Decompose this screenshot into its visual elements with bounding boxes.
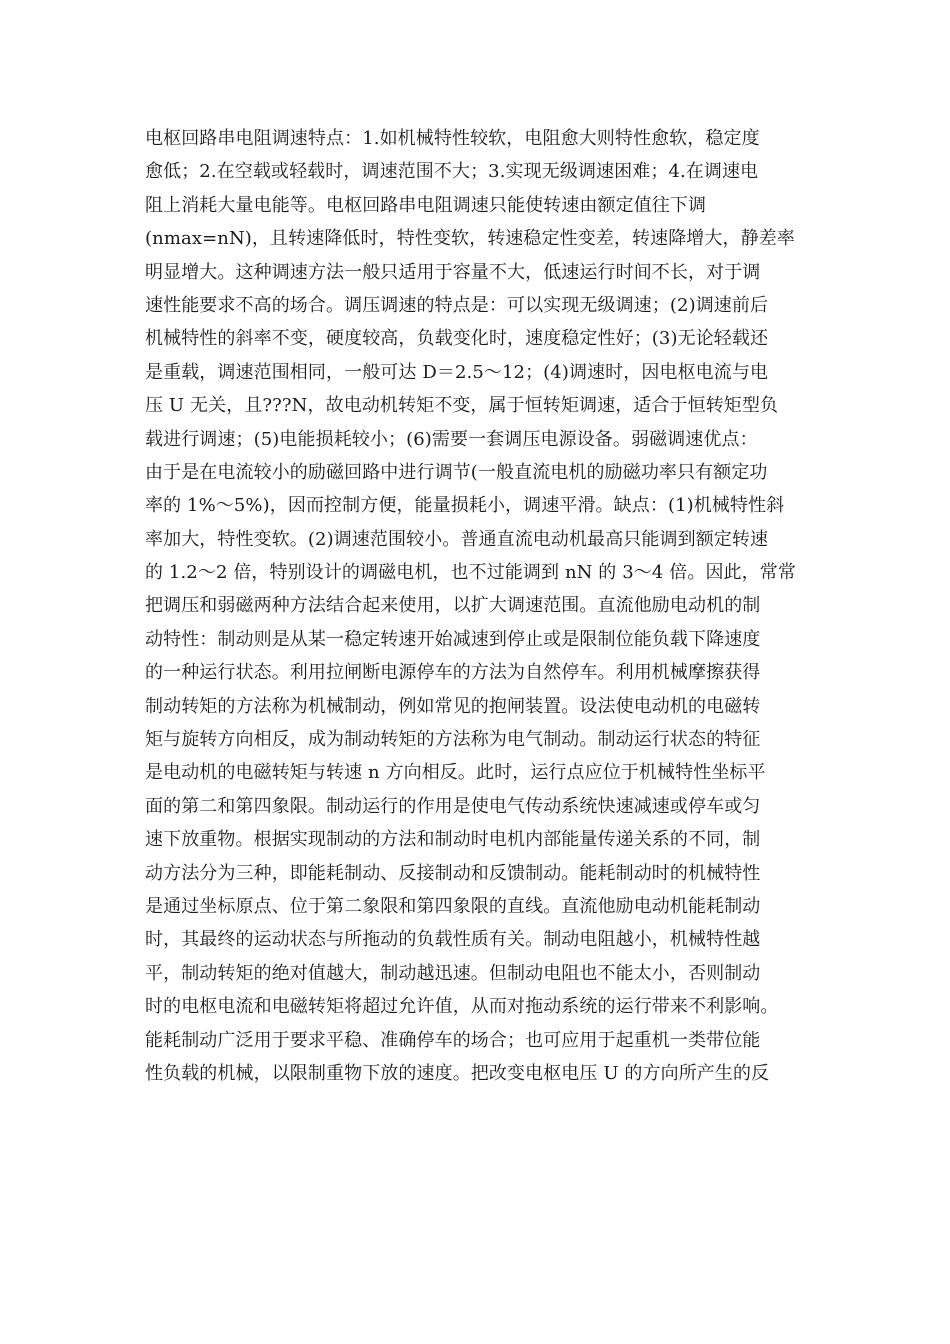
text-line: 速下放重物。根据实现制动的方法和制动时电机内部能量传递关系的不同，制 (145, 829, 761, 851)
text-line: 时，其最终的运动状态与所拖动的负载性质有关。制动电阻越小，机械特性越 (145, 929, 761, 951)
text-line: 是电动机的电磁转矩与转速 n 方向相反。此时，运行点应位于机械特性坐标平 (145, 762, 766, 784)
text-line: 速性能要求不高的场合。调压调速的特点是：可以实现无级调速；(2)调速前后 (145, 294, 769, 316)
text-line: 载进行调速；(5)电能损耗较小；(6)需要一套调压电源设备。弱磁调速优点： (145, 428, 758, 450)
text-line: 制动转矩的方法称为机械制动，例如常见的抱闸装置。设法使电动机的电磁转 (145, 695, 761, 717)
text-line: 平，制动转矩的绝对值越大，制动越迅速。但制动电阻也不能太小，否则制动 (145, 962, 761, 984)
text-line: 动特性：制动则是从某一稳定转速开始减速到停止或是限制位能负载下降速度 (145, 628, 761, 650)
text-line: 的一种运行状态。利用拉闸断电源停车的方法为自然停车。利用机械摩擦获得 (145, 662, 761, 684)
text-line: 电枢回路串电阻调速特点：1.如机械特性较软，电阻愈大则特性愈软，稳定度 (145, 128, 760, 149)
body-text (145, 122, 815, 1090)
text-line: 率的 1%～5%)，因而控制方便，能量损耗小，调速平滑。缺点：(1)机械特性斜 (145, 495, 785, 517)
text-line: 的 1.2～2 倍，特别设计的调磁电机，也不过能调到 nN 的 3～4 倍。因此，常常 (145, 562, 796, 584)
text-line: 阻上消耗大量电能等。电枢回路串电阻调速只能使转速由额定值往下调 (145, 194, 707, 216)
text-line: 性负载的机械，以限制重物下放的速度。把改变电枢电压 U 的方向所产生的反 (145, 1062, 770, 1084)
text-line: 面的第二和第四象限。制动运行的作用是使电气传动系统快速减速或停车或匀 (145, 795, 761, 817)
text-line: 是通过坐标原点、位于第二象限和第四象限的直线。直流他励电动机能耗制动 (145, 895, 761, 917)
text-line: 由于是在电流较小的励磁回路中进行调节(一般直流电机的励磁功率只有额定功 (145, 461, 768, 483)
text-line: 把调压和弱磁两种方法结合起来使用，以扩大调速范围。直流他励电动机的制 (145, 595, 761, 617)
text-line: 矩与旋转方向相反，成为制动转矩的方法称为电气制动。制动运行状态的特征 (145, 729, 761, 751)
text-line: 动方法分为三种，即能耗制动、反接制动和反馈制动。能耗制动时的机械特性 (145, 862, 761, 884)
text-line: 时的电枢电流和电磁转矩将超过允许值，从而对拖动系统的运行带来不利影响。 (145, 996, 779, 1018)
text-line: 愈低；2.在空载或轻载时，调速范围不大；3.实现无级调速困难；4.在调速电 (145, 161, 759, 183)
text-line: 压 U 无关，且???N，故电动机转矩不变，属于恒转矩调速，适合于恒转矩型负 (145, 395, 779, 417)
text-line: 是重载，调速范围相同，一般可达 D＝2.5～12；(4)调速时，因电枢电流与电 (145, 361, 769, 383)
text-line: 率加大，特性变软。(2)调速范围较小。普通直流电动机最高只能调到额定转速 (145, 528, 769, 550)
text-line: 能耗制动广泛用于要求平稳、准确停车的场合；也可应用于起重机一类带位能 (145, 1029, 761, 1051)
text-line: (nmax=nN)，且转速降低时，特性变软，转速稳定性变差，转速降增大，静差率 (145, 228, 795, 250)
text-line: 明显增大。这种调速方法一般只适用于容量不大，低速运行时间不长，对于调 (145, 261, 761, 283)
text-line: 机械特性的斜率不变，硬度较高，负载变化时，速度稳定性好；(3)无论轻载还 (145, 328, 769, 350)
